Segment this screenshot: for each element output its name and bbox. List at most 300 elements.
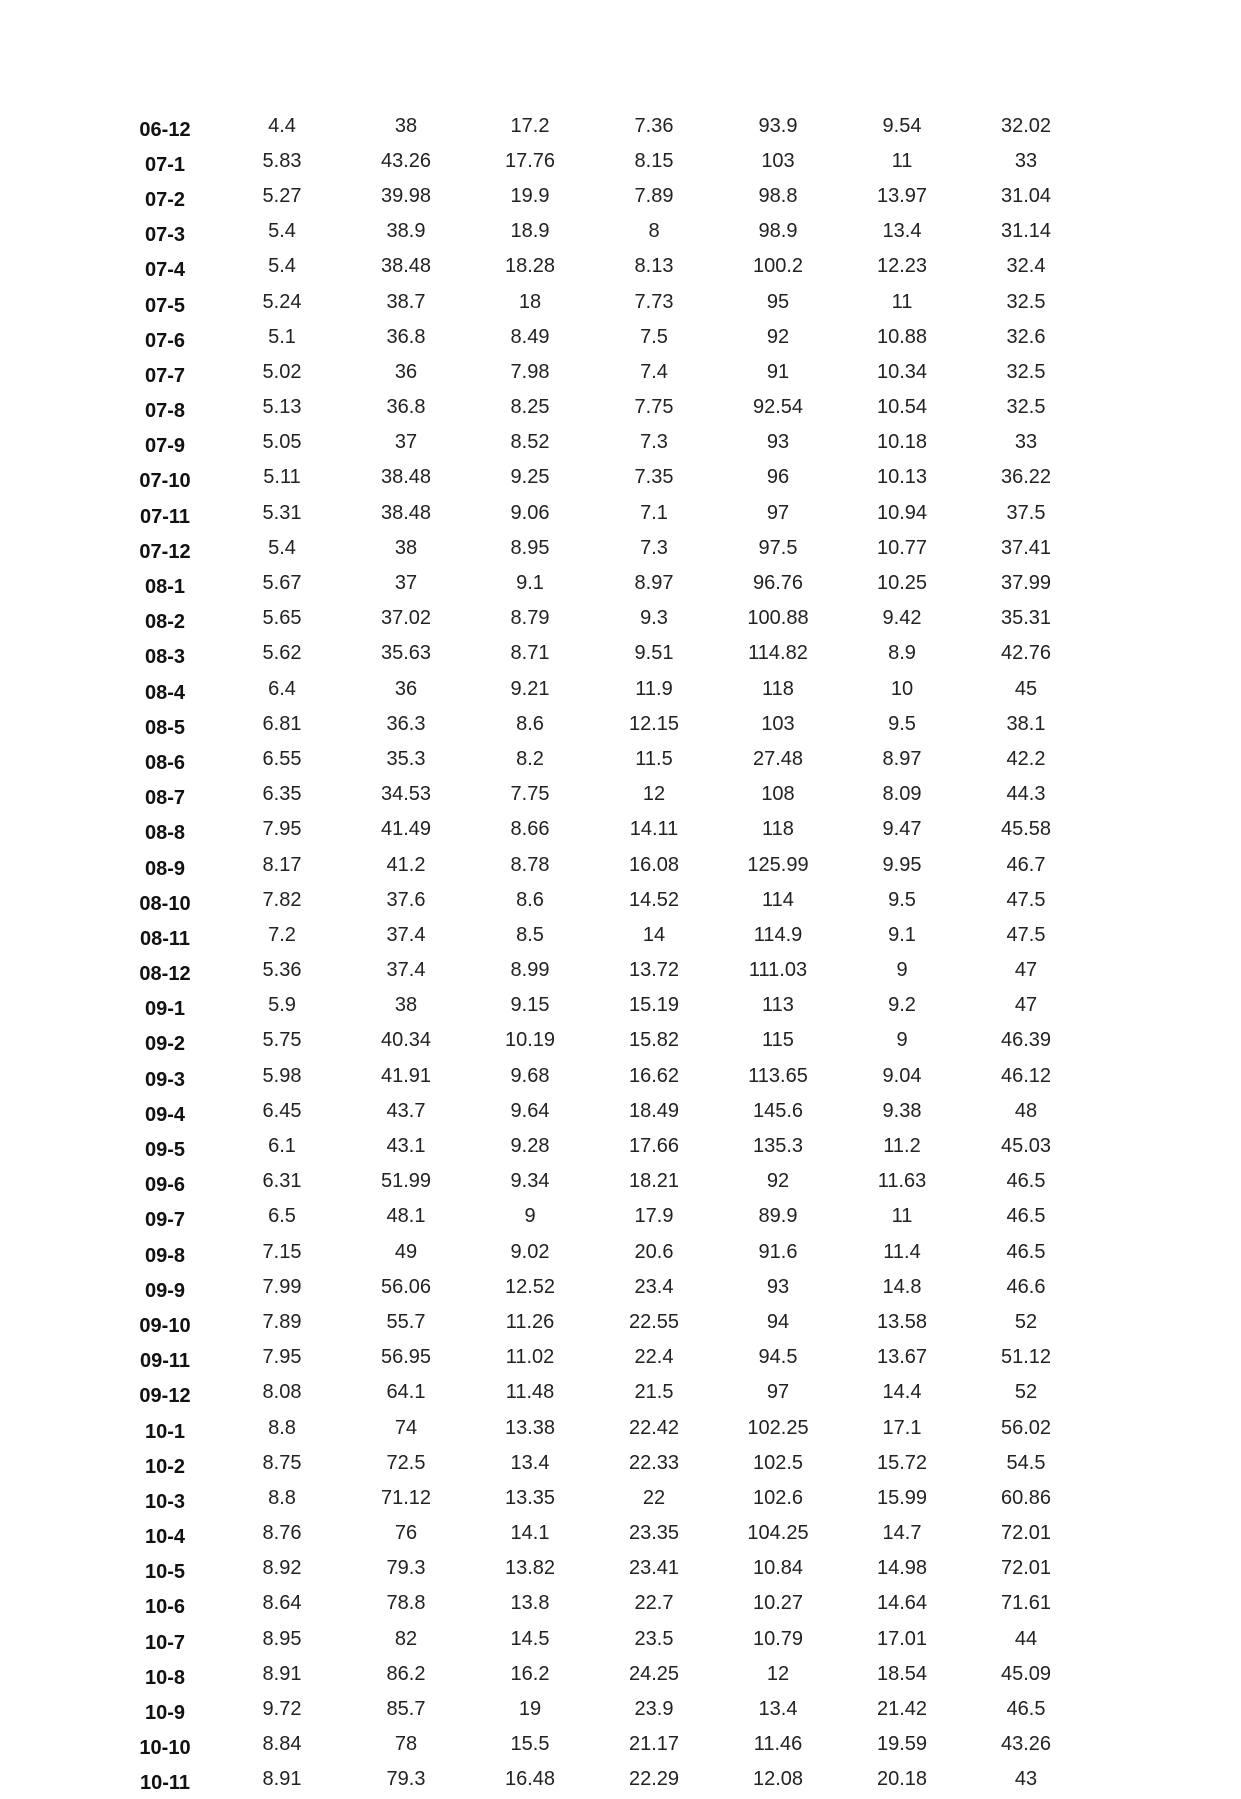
table-cell: 38.48	[380, 466, 432, 489]
table-cell: 32.5	[1006, 290, 1046, 313]
table-cell: 7.5	[640, 325, 668, 348]
table-cell: 5.4	[268, 220, 296, 243]
table-cell: 9.28	[510, 1135, 550, 1158]
table-cell: 10.54	[876, 396, 928, 419]
table-cell: 20.6	[634, 1240, 674, 1263]
table-cell: 12.15	[628, 712, 680, 735]
table-cell: 15.82	[628, 1029, 680, 1052]
table-cell: 11.9	[635, 677, 673, 700]
table-cell: 22.55	[628, 1310, 680, 1333]
table-cell: 37.02	[380, 607, 432, 630]
table-cell: 8.2	[516, 747, 544, 770]
row-period-label: 08-9	[144, 857, 186, 880]
table-cell: 38	[394, 114, 418, 137]
table-cell: 8.6	[516, 888, 544, 911]
table-cell: 94	[766, 1310, 790, 1333]
table-cell: 47	[1014, 994, 1038, 1017]
table-cell: 8.99	[510, 959, 550, 982]
table-cell: 7.98	[510, 360, 550, 383]
table-cell: 6.35	[262, 783, 302, 806]
table-cell: 46.5	[1006, 1698, 1046, 1721]
table-cell: 7.4	[640, 360, 668, 383]
table-cell: 11.46	[753, 1733, 803, 1756]
table-cell: 12.52	[504, 1275, 556, 1298]
table-cell: 5.31	[262, 501, 302, 524]
table-cell: 7.1	[640, 501, 668, 524]
table-row	[110, 673, 1088, 708]
table-row	[110, 1306, 1088, 1341]
table-cell: 38	[394, 536, 418, 559]
table-cell: 38.1	[1006, 712, 1046, 735]
table-row	[110, 216, 1088, 251]
table-cell: 6.4	[268, 677, 296, 700]
table-cell: 64.1	[386, 1381, 426, 1404]
table-cell: 15.19	[628, 994, 680, 1017]
table-cell: 5.13	[262, 396, 302, 419]
table-cell: 12.08	[752, 1768, 804, 1791]
table-row	[110, 356, 1088, 391]
table-cell: 22.33	[628, 1451, 680, 1474]
table-cell: 37.4	[386, 959, 426, 982]
table-cell: 19.9	[510, 184, 550, 207]
table-row	[110, 955, 1088, 990]
table-cell: 14	[642, 923, 666, 946]
row-period-label: 10-6	[144, 1596, 186, 1619]
table-cell: 9.2	[888, 994, 916, 1017]
table-row	[110, 1447, 1088, 1482]
table-cell: 11.02	[505, 1346, 555, 1369]
table-cell: 104.25	[747, 1522, 809, 1545]
table-cell: 10.27	[752, 1592, 804, 1615]
table-cell: 11.26	[505, 1310, 555, 1333]
table-cell: 33	[1014, 431, 1038, 454]
table-cell: 8.95	[262, 1627, 302, 1650]
table-cell: 32.6	[1006, 325, 1046, 348]
row-period-label: 07-6	[144, 329, 186, 352]
row-period-label: 09-10	[139, 1314, 191, 1337]
table-cell: 6.55	[262, 747, 302, 770]
table-cell: 33	[1014, 149, 1038, 172]
table-row	[110, 814, 1088, 849]
table-cell: 5.05	[262, 431, 302, 454]
table-cell: 7.2	[268, 923, 296, 946]
table-cell: 7.73	[634, 290, 674, 313]
table-cell: 9.1	[888, 923, 916, 946]
table-cell: 8.84	[262, 1733, 302, 1756]
table-cell: 39.98	[380, 184, 432, 207]
table-cell: 71.12	[380, 1486, 432, 1509]
table-cell: 72.01	[1000, 1522, 1052, 1545]
row-period-label: 10-2	[144, 1455, 186, 1478]
table-cell: 22.29	[628, 1768, 680, 1791]
table-cell: 5.4	[268, 255, 296, 278]
table-cell: 7.95	[262, 1346, 302, 1369]
table-cell: 11.4	[883, 1240, 921, 1263]
table-row	[110, 1588, 1088, 1623]
table-cell: 16.2	[510, 1662, 550, 1685]
data-table	[110, 110, 1088, 1799]
table-cell: 9.68	[510, 1064, 550, 1087]
table-cell: 98.8	[758, 184, 798, 207]
table-cell: 118	[762, 677, 794, 700]
table-cell: 18.9	[510, 220, 550, 243]
row-period-label: 07-10	[139, 470, 191, 493]
table-cell: 47	[1014, 959, 1038, 982]
table-cell: 5.62	[262, 642, 302, 665]
row-period-label: 06-12	[139, 118, 191, 141]
table-cell: 22.42	[628, 1416, 680, 1439]
table-cell: 32.5	[1006, 360, 1046, 383]
table-cell: 46.5	[1006, 1170, 1046, 1193]
table-cell: 10.18	[876, 431, 928, 454]
table-cell: 56.02	[1000, 1416, 1052, 1439]
table-cell: 10.25	[876, 572, 928, 595]
table-cell: 9.15	[510, 994, 550, 1017]
table-cell: 9.5	[888, 712, 916, 735]
table-cell: 20.18	[876, 1768, 928, 1791]
row-period-label: 09-9	[144, 1279, 186, 1302]
table-cell: 100.2	[752, 255, 804, 278]
table-cell: 7.15	[262, 1240, 302, 1263]
table-cell: 37.6	[386, 888, 426, 911]
table-cell: 9.06	[510, 501, 550, 524]
table-row	[110, 743, 1088, 778]
table-row	[110, 1764, 1088, 1799]
table-cell: 125.99	[747, 853, 809, 876]
table-row	[110, 1166, 1088, 1201]
table-cell: 37.5	[1006, 501, 1046, 524]
table-row	[110, 1482, 1088, 1517]
table-cell: 6.45	[262, 1099, 302, 1122]
table-cell: 56.95	[380, 1346, 432, 1369]
table-cell: 9.51	[634, 642, 674, 665]
table-row	[110, 110, 1088, 145]
table-cell: 36.8	[386, 396, 426, 419]
table-cell: 100.88	[747, 607, 809, 630]
table-row	[110, 1342, 1088, 1377]
table-cell: 113.65	[748, 1064, 808, 1087]
row-period-label: 07-1	[144, 153, 186, 176]
table-cell: 41.2	[386, 853, 426, 876]
table-cell: 11.48	[505, 1381, 555, 1404]
table-cell: 13.67	[876, 1346, 928, 1369]
table-cell: 9.5	[888, 888, 916, 911]
table-cell: 10.77	[876, 536, 928, 559]
table-cell: 14.52	[628, 888, 680, 911]
table-cell: 7.3	[640, 536, 668, 559]
table-cell: 36.8	[386, 325, 426, 348]
table-body	[110, 110, 1088, 1799]
table-cell: 14.7	[882, 1522, 922, 1545]
row-period-label: 09-2	[144, 1033, 186, 1056]
row-period-label: 09-5	[144, 1139, 186, 1162]
table-cell: 13.8	[510, 1592, 550, 1615]
row-period-label: 08-7	[144, 787, 186, 810]
table-cell: 5.9	[268, 994, 296, 1017]
table-cell: 45	[1014, 677, 1038, 700]
table-cell: 17.76	[504, 149, 556, 172]
table-row	[110, 884, 1088, 919]
table-cell: 9	[524, 1205, 536, 1228]
table-cell: 8.49	[510, 325, 550, 348]
table-cell: 9.38	[882, 1099, 922, 1122]
table-cell: 37.4	[386, 923, 426, 946]
table-cell: 8.79	[510, 607, 550, 630]
table-cell: 7.35	[634, 466, 674, 489]
table-cell: 44	[1014, 1627, 1038, 1650]
table-cell: 10.19	[504, 1029, 556, 1052]
table-cell: 5.75	[262, 1029, 302, 1052]
table-row	[110, 251, 1088, 286]
table-cell: 11.5	[635, 747, 673, 770]
table-cell: 76	[394, 1522, 418, 1545]
row-period-label: 07-4	[144, 259, 186, 282]
table-cell: 115	[762, 1029, 794, 1052]
table-cell: 37	[394, 572, 418, 595]
table-cell: 8	[648, 220, 660, 243]
table-cell: 9.95	[882, 853, 922, 876]
row-period-label: 09-8	[144, 1244, 186, 1267]
table-cell: 32.02	[1000, 114, 1052, 137]
table-cell: 43.26	[380, 149, 432, 172]
table-cell: 8.66	[510, 818, 550, 841]
table-cell: 78.8	[386, 1592, 426, 1615]
table-cell: 9.42	[882, 607, 922, 630]
table-cell: 17.01	[876, 1627, 928, 1650]
table-cell: 15.99	[876, 1486, 928, 1509]
row-period-label: 09-6	[144, 1174, 186, 1197]
table-cell: 15.5	[510, 1733, 550, 1756]
row-period-label: 10-10	[139, 1737, 191, 1760]
table-cell: 5.4	[268, 536, 296, 559]
table-row	[110, 1271, 1088, 1306]
table-cell: 37	[394, 431, 418, 454]
table-cell: 43.1	[386, 1135, 426, 1158]
row-period-label: 09-12	[139, 1385, 191, 1408]
table-cell: 18.28	[504, 255, 556, 278]
row-period-label: 08-5	[144, 716, 186, 739]
table-cell: 10.79	[752, 1627, 804, 1650]
table-cell: 13.4	[882, 220, 922, 243]
table-row	[110, 145, 1088, 180]
table-row	[110, 462, 1088, 497]
table-row	[110, 1130, 1088, 1165]
table-cell: 97	[766, 501, 790, 524]
table-cell: 9.1	[516, 572, 544, 595]
table-cell: 9.25	[510, 466, 550, 489]
table-cell: 113	[762, 994, 794, 1017]
table-cell: 8.92	[262, 1557, 302, 1580]
table-cell: 5.36	[262, 959, 302, 982]
table-cell: 23.35	[628, 1522, 680, 1545]
table-cell: 8.64	[262, 1592, 302, 1615]
row-period-label: 10-7	[144, 1631, 186, 1654]
table-cell: 9.64	[510, 1099, 550, 1122]
table-cell: 52	[1014, 1310, 1038, 1333]
row-period-label: 07-3	[144, 224, 186, 247]
table-cell: 12.23	[876, 255, 928, 278]
table-cell: 51.12	[1000, 1346, 1052, 1369]
table-cell: 5.65	[262, 607, 302, 630]
row-period-label: 07-11	[139, 505, 191, 528]
table-cell: 21.17	[628, 1733, 680, 1756]
table-cell: 5.98	[262, 1064, 302, 1087]
table-cell: 35.3	[386, 747, 426, 770]
table-cell: 44.3	[1006, 783, 1046, 806]
table-cell: 47.5	[1006, 888, 1046, 911]
table-cell: 71.61	[1000, 1592, 1052, 1615]
table-cell: 18	[518, 290, 542, 313]
table-cell: 13.58	[876, 1310, 928, 1333]
table-cell: 19	[518, 1698, 542, 1721]
table-cell: 31.04	[1000, 184, 1052, 207]
table-cell: 8.52	[510, 431, 550, 454]
table-cell: 8.15	[634, 149, 674, 172]
table-cell: 12	[642, 783, 666, 806]
table-cell: 74	[394, 1416, 418, 1439]
table-cell: 6.81	[262, 712, 302, 735]
table-cell: 108	[761, 783, 795, 806]
table-cell: 4.4	[268, 114, 296, 137]
table-row	[110, 1553, 1088, 1588]
table-row	[110, 567, 1088, 602]
table-cell: 9.54	[882, 114, 922, 137]
table-cell: 98.9	[758, 220, 798, 243]
table-cell: 8.8	[268, 1416, 296, 1439]
table-row	[110, 1095, 1088, 1130]
table-cell: 97	[766, 1381, 790, 1404]
table-cell: 96.76	[752, 572, 804, 595]
row-period-label: 08-10	[139, 892, 191, 915]
table-row	[110, 286, 1088, 321]
table-cell: 34.53	[380, 783, 432, 806]
table-cell: 10.84	[752, 1557, 804, 1580]
table-cell: 23.9	[634, 1698, 674, 1721]
table-cell: 8.78	[510, 853, 550, 876]
table-cell: 15.72	[876, 1451, 928, 1474]
table-cell: 37.99	[1000, 572, 1052, 595]
table-cell: 43.26	[1000, 1733, 1052, 1756]
table-cell: 16.62	[628, 1064, 680, 1087]
table-row	[110, 1518, 1088, 1553]
row-period-label: 08-11	[139, 927, 191, 950]
table-cell: 103	[761, 149, 795, 172]
table-cell: 118	[762, 818, 794, 841]
table-cell: 7.89	[634, 184, 674, 207]
table-cell: 18.54	[876, 1662, 928, 1685]
table-cell: 38.48	[380, 255, 432, 278]
table-row	[110, 427, 1088, 462]
table-cell: 6.31	[262, 1170, 302, 1193]
table-row	[110, 180, 1088, 215]
table-row	[110, 1025, 1088, 1060]
table-cell: 102.25	[747, 1416, 809, 1439]
table-cell: 102.6	[752, 1486, 804, 1509]
table-row	[110, 1729, 1088, 1764]
table-cell: 22.4	[634, 1346, 674, 1369]
row-period-label: 09-3	[144, 1068, 186, 1091]
table-row	[110, 779, 1088, 814]
table-cell: 79.3	[386, 1768, 426, 1791]
table-cell: 43.7	[386, 1099, 426, 1122]
table-cell: 8.5	[516, 923, 544, 946]
table-cell: 13.97	[876, 184, 928, 207]
table-cell: 9.21	[510, 677, 550, 700]
table-cell: 8.9	[888, 642, 916, 665]
table-cell: 91	[766, 360, 790, 383]
table-cell: 8.97	[634, 572, 674, 595]
row-period-label: 07-2	[144, 188, 186, 211]
table-cell: 46.6	[1006, 1275, 1046, 1298]
row-period-label: 09-1	[144, 998, 186, 1021]
table-cell: 13.72	[628, 959, 680, 982]
table-cell: 91.6	[758, 1240, 798, 1263]
table-cell: 47.5	[1006, 923, 1046, 946]
table-cell: 23.41	[628, 1557, 680, 1580]
table-cell: 38.48	[380, 501, 432, 524]
table-cell: 11	[891, 290, 913, 313]
table-cell: 36	[394, 360, 418, 383]
table-cell: 13.4	[758, 1698, 798, 1721]
table-row	[110, 1060, 1088, 1095]
table-row	[110, 1658, 1088, 1693]
table-cell: 10.88	[876, 325, 928, 348]
table-cell: 8.95	[510, 536, 550, 559]
row-period-label: 07-5	[144, 294, 186, 317]
row-period-label: 10-4	[144, 1526, 186, 1549]
table-row	[110, 603, 1088, 638]
row-period-label: 08-12	[139, 963, 191, 986]
table-cell: 85.7	[386, 1698, 426, 1721]
table-cell: 45.09	[1000, 1662, 1052, 1685]
table-cell: 27.48	[752, 747, 804, 770]
table-row	[110, 321, 1088, 356]
table-cell: 41.49	[380, 818, 432, 841]
table-cell: 10.34	[876, 360, 928, 383]
table-cell: 14.1	[510, 1522, 550, 1545]
table-row	[110, 708, 1088, 743]
table-cell: 72.5	[386, 1451, 426, 1474]
row-period-label: 10-11	[139, 1772, 191, 1795]
table-cell: 8.76	[262, 1522, 302, 1545]
table-cell: 49	[394, 1240, 418, 1263]
table-cell: 17.1	[882, 1416, 922, 1439]
table-cell: 32.5	[1006, 396, 1046, 419]
row-period-label: 09-4	[144, 1103, 186, 1126]
row-period-label: 10-3	[144, 1490, 186, 1513]
table-cell: 8.8	[268, 1486, 296, 1509]
table-cell: 79.3	[386, 1557, 426, 1580]
table-cell: 17.2	[510, 114, 550, 137]
table-cell: 102.5	[752, 1451, 804, 1474]
table-cell: 40.34	[380, 1029, 432, 1052]
table-cell: 46.12	[1000, 1064, 1052, 1087]
table-cell: 8.71	[510, 642, 550, 665]
table-cell: 17.9	[634, 1205, 674, 1228]
table-cell: 8.13	[634, 255, 674, 278]
table-cell: 22	[642, 1486, 666, 1509]
table-cell: 5.02	[262, 360, 302, 383]
row-period-label: 07-8	[144, 400, 186, 423]
table-cell: 24.25	[628, 1662, 680, 1685]
table-cell: 6.1	[268, 1135, 296, 1158]
table-cell: 38	[394, 994, 418, 1017]
table-cell: 7.75	[634, 396, 674, 419]
table-cell: 48.1	[386, 1205, 426, 1228]
row-period-label: 08-3	[144, 646, 186, 669]
table-cell: 93.9	[758, 114, 798, 137]
table-cell: 21.42	[876, 1698, 928, 1721]
